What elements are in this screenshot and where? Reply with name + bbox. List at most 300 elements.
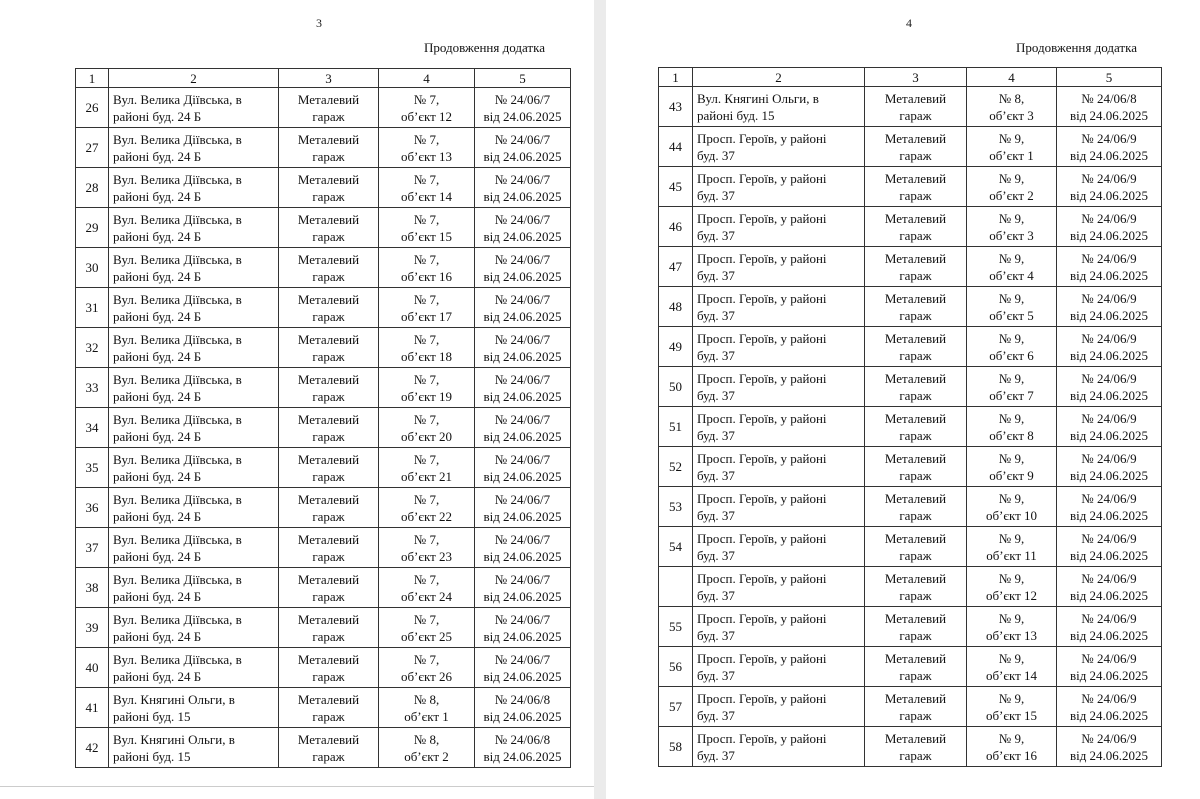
column-header: 2 <box>693 68 865 87</box>
address-cell <box>109 528 279 568</box>
row-number-cell <box>76 648 109 688</box>
document-ref-line: від 24.06.2025 <box>483 268 562 284</box>
document-ref-line: № 24/06/9 <box>1081 170 1137 186</box>
object-number-line: № 7, <box>413 411 440 427</box>
address-line: буд. 37 <box>697 587 735 603</box>
document-ref-cell <box>1057 487 1162 527</box>
object-number-line: № 9, <box>998 490 1025 506</box>
document-ref-line: від 24.06.2025 <box>1069 507 1149 523</box>
address-cell <box>693 487 865 527</box>
table-right <box>658 67 1162 767</box>
address-line: районі буд. 24 Б <box>113 508 202 524</box>
address-line: Вул. Княгині Ольги, в <box>113 691 235 707</box>
document-ref-line: № 24/06/7 <box>494 91 551 107</box>
object-type-line: Металевий <box>297 611 360 627</box>
object-number-cell <box>967 447 1057 487</box>
document-ref-line: № 24/06/9 <box>1081 250 1137 266</box>
document-page-left <box>0 0 594 799</box>
column-header: 4 <box>379 69 475 88</box>
address-line: районі буд. 15 <box>113 748 191 764</box>
object-number-line: об’єкт 3 <box>989 107 1034 123</box>
row-number-cell <box>659 287 693 327</box>
row-number: 50 <box>669 379 682 394</box>
row-number: 55 <box>669 619 682 634</box>
document-ref-line: від 24.06.2025 <box>483 308 562 324</box>
row-number-cell <box>659 687 693 727</box>
object-type-line: гараж <box>312 588 345 604</box>
document-ref-cell <box>475 248 571 288</box>
object-number-line: № 9, <box>998 290 1025 306</box>
address-line: Просп. Героїв, у районі <box>697 530 827 546</box>
object-type-line: гараж <box>899 227 932 243</box>
object-type-cell <box>279 488 379 528</box>
object-type-line: гараж <box>312 148 345 164</box>
object-type-line: гараж <box>899 587 932 603</box>
object-type-cell <box>279 728 379 768</box>
object-number-cell <box>379 568 475 608</box>
object-type-line: гараж <box>312 308 345 324</box>
row-number: 52 <box>669 459 682 474</box>
table-row <box>659 647 1162 687</box>
object-number-line: № 7, <box>413 251 440 267</box>
row-number-cell <box>659 87 693 127</box>
object-number-cell <box>967 327 1057 367</box>
document-ref-line: № 24/06/7 <box>494 131 551 147</box>
document-ref-line: від 24.06.2025 <box>1069 467 1149 483</box>
document-ref-line: № 24/06/7 <box>494 651 551 667</box>
object-number-cell <box>967 527 1057 567</box>
object-type-line: гараж <box>312 268 345 284</box>
document-ref-line: № 24/06/9 <box>1081 330 1137 346</box>
address-line: Просп. Героїв, у районі <box>697 250 827 266</box>
page-heading: Продовження додатка <box>424 40 545 55</box>
document-ref-line: № 24/06/9 <box>1081 650 1137 666</box>
document-ref-line: від 24.06.2025 <box>483 588 562 604</box>
object-type-cell <box>279 128 379 168</box>
address-line: районі буд. 24 Б <box>113 668 202 684</box>
page-number: 3 <box>316 16 322 30</box>
object-type-line: Металевий <box>884 650 947 666</box>
object-type-cell <box>865 367 967 407</box>
object-number-line: об’єкт 2 <box>404 748 449 764</box>
row-number-cell <box>659 167 693 207</box>
object-number-cell <box>379 648 475 688</box>
document-ref-line: від 24.06.2025 <box>483 388 562 404</box>
object-number-line: № 9, <box>998 330 1025 346</box>
table-row <box>76 648 571 688</box>
row-number: 57 <box>669 699 682 714</box>
object-number-cell <box>379 488 475 528</box>
address-line: буд. 37 <box>697 347 735 363</box>
object-type-cell <box>865 727 967 767</box>
document-ref-line: від 24.06.2025 <box>483 708 562 724</box>
table-row <box>659 447 1162 487</box>
row-number: 31 <box>85 300 99 315</box>
object-number-line: № 7, <box>413 651 440 667</box>
object-type-line: гараж <box>899 467 932 483</box>
table-row <box>76 128 571 168</box>
address-line: буд. 37 <box>697 427 735 443</box>
object-type-cell <box>865 567 967 607</box>
column-header: 1 <box>659 68 693 87</box>
column-header: 5 <box>475 69 571 88</box>
document-ref-cell <box>475 528 571 568</box>
object-number-line: об’єкт 21 <box>400 468 453 484</box>
object-number-line: об’єкт 2 <box>989 187 1034 203</box>
address-line: буд. 37 <box>697 667 735 683</box>
object-type-line: гараж <box>312 428 345 444</box>
object-type-cell <box>279 248 379 288</box>
document-ref-line: № 24/06/7 <box>494 251 551 267</box>
object-number-line: об’єкт 14 <box>400 188 453 204</box>
address-line: Вул. Велика Діївська, в <box>113 491 242 507</box>
address-cell <box>109 248 279 288</box>
document-ref-line: від 24.06.2025 <box>483 628 562 644</box>
address-cell <box>693 527 865 567</box>
address-cell <box>693 87 865 127</box>
object-number-line: об’єкт 15 <box>985 707 1038 723</box>
document-ref-line: № 24/06/8 <box>494 731 551 747</box>
object-number-cell <box>967 727 1057 767</box>
address-line: буд. 37 <box>697 707 735 723</box>
object-type-line: Металевий <box>884 610 947 626</box>
address-line: буд. 37 <box>697 507 735 523</box>
address-line: районі буд. 24 Б <box>113 468 202 484</box>
object-number-line: об’єкт 16 <box>400 268 453 284</box>
document-ref-cell <box>1057 167 1162 207</box>
object-type-cell <box>865 407 967 447</box>
object-number-line: об’єкт 8 <box>989 427 1034 443</box>
row-number-cell <box>659 487 693 527</box>
address-line: районі буд. 24 Б <box>113 628 202 644</box>
document-ref-cell <box>1057 127 1162 167</box>
table-row <box>659 287 1162 327</box>
table-row <box>76 368 571 408</box>
object-number-line: об’єкт 15 <box>400 228 453 244</box>
row-number: 27 <box>85 140 99 155</box>
address-cell <box>693 727 865 767</box>
row-number-cell <box>659 207 693 247</box>
object-number-line: № 7, <box>413 171 440 187</box>
object-type-line: Металевий <box>297 491 360 507</box>
object-number-line: № 9, <box>998 690 1025 706</box>
document-ref-cell <box>1057 527 1162 567</box>
row-number: 34 <box>85 420 99 435</box>
address-line: районі буд. 24 Б <box>113 108 202 124</box>
address-line: буд. 37 <box>697 467 735 483</box>
address-line: буд. 37 <box>697 627 735 643</box>
object-number-line: об’єкт 12 <box>985 587 1038 603</box>
object-number-cell <box>967 87 1057 127</box>
document-ref-cell <box>475 168 571 208</box>
object-type-cell <box>279 568 379 608</box>
object-type-cell <box>865 327 967 367</box>
object-type-line: гараж <box>899 347 932 363</box>
row-number: 54 <box>669 539 682 554</box>
document-ref-line: № 24/06/7 <box>494 531 551 547</box>
row-number: 46 <box>669 219 682 234</box>
address-line: районі буд. 24 Б <box>113 228 202 244</box>
document-ref-cell <box>1057 687 1162 727</box>
address-cell <box>693 327 865 367</box>
document-ref-cell <box>475 448 571 488</box>
address-line: районі буд. 24 Б <box>113 268 202 284</box>
document-ref-line: від 24.06.2025 <box>1069 627 1149 643</box>
object-number-line: об’єкт 11 <box>986 547 1037 563</box>
object-number-cell <box>379 248 475 288</box>
address-cell <box>693 567 865 607</box>
address-line: районі буд. 24 Б <box>113 188 202 204</box>
object-type-cell <box>865 207 967 247</box>
object-type-line: гараж <box>312 548 345 564</box>
table-row <box>659 167 1162 207</box>
object-number-cell <box>379 728 475 768</box>
object-type-cell <box>865 447 967 487</box>
address-line: районі буд. 24 Б <box>113 588 202 604</box>
object-type-cell <box>865 607 967 647</box>
address-line: Вул. Княгині Ольги, в <box>697 90 819 106</box>
object-type-line: Металевий <box>884 530 947 546</box>
object-number-line: № 8, <box>998 90 1025 106</box>
address-line: районі буд. 24 Б <box>113 548 202 564</box>
document-ref-cell <box>1057 287 1162 327</box>
object-type-line: Металевий <box>884 90 947 106</box>
table-row <box>76 608 571 648</box>
address-cell <box>693 167 865 207</box>
column-header: 3 <box>279 69 379 88</box>
row-number-cell <box>76 208 109 248</box>
table-row <box>76 328 571 368</box>
document-ref-line: № 24/06/7 <box>494 371 551 387</box>
object-number-line: № 9, <box>998 450 1025 466</box>
row-number-cell <box>76 328 109 368</box>
address-line: Вул. Велика Діївська, в <box>113 411 242 427</box>
address-cell <box>109 328 279 368</box>
row-number-cell <box>659 647 693 687</box>
column-header: 3 <box>865 68 967 87</box>
document-ref-line: № 24/06/7 <box>494 411 551 427</box>
row-number: 29 <box>85 220 99 235</box>
row-number: 44 <box>669 139 682 154</box>
object-type-cell <box>865 87 967 127</box>
page-divider <box>0 786 594 787</box>
object-number-line: № 9, <box>998 410 1025 426</box>
document-ref-line: від 24.06.2025 <box>1069 107 1149 123</box>
document-ref-line: від 24.06.2025 <box>483 668 562 684</box>
address-line: Просп. Героїв, у районі <box>697 650 827 666</box>
document-ref-line: від 24.06.2025 <box>483 188 562 204</box>
object-number-line: № 9, <box>998 610 1025 626</box>
table-row <box>76 208 571 248</box>
address-line: Вул. Велика Діївська, в <box>113 131 242 147</box>
object-type-cell <box>279 208 379 248</box>
object-number-cell <box>967 567 1057 607</box>
object-number-cell <box>379 168 475 208</box>
row-number: 38 <box>85 580 99 595</box>
row-number-cell <box>76 368 109 408</box>
row-number-cell <box>659 367 693 407</box>
document-ref-line: від 24.06.2025 <box>1069 387 1149 403</box>
document-ref-line: від 24.06.2025 <box>1069 347 1149 363</box>
document-ref-cell <box>1057 407 1162 447</box>
document-ref-line: № 24/06/7 <box>494 611 551 627</box>
table-row <box>76 288 571 328</box>
object-number-cell <box>379 208 475 248</box>
object-number-line: об’єкт 14 <box>985 667 1038 683</box>
document-ref-line: від 24.06.2025 <box>1069 667 1149 683</box>
address-line: Вул. Велика Діївська, в <box>113 211 242 227</box>
object-number-line: № 7, <box>413 91 440 107</box>
row-number-cell <box>76 288 109 328</box>
object-number-line: об’єкт 18 <box>400 348 453 364</box>
table-header-row <box>659 68 1162 87</box>
row-number: 33 <box>85 380 99 395</box>
object-type-line: гараж <box>312 108 345 124</box>
object-number-line: об’єкт 24 <box>400 588 453 604</box>
object-type-line: Металевий <box>884 490 947 506</box>
address-cell <box>109 168 279 208</box>
address-line: Просп. Героїв, у районі <box>697 370 827 386</box>
object-number-line: № 8, <box>413 731 440 747</box>
object-number-line: № 9, <box>998 650 1025 666</box>
object-type-line: Металевий <box>884 250 947 266</box>
address-cell <box>693 127 865 167</box>
table-row <box>659 567 1162 607</box>
address-line: Вул. Велика Діївська, в <box>113 291 242 307</box>
address-line: Просп. Героїв, у районі <box>697 730 827 746</box>
address-cell <box>109 288 279 328</box>
table-row <box>659 487 1162 527</box>
object-number-line: № 7, <box>413 451 440 467</box>
document-page-right <box>606 0 1200 799</box>
object-number-line: № 9, <box>998 250 1025 266</box>
document-ref-line: від 24.06.2025 <box>483 748 562 764</box>
object-type-line: гараж <box>312 708 345 724</box>
object-type-cell <box>279 288 379 328</box>
address-cell <box>693 247 865 287</box>
object-number-line: об’єкт 26 <box>400 668 453 684</box>
row-number: 26 <box>85 100 99 115</box>
object-number-line: об’єкт 13 <box>985 627 1038 643</box>
table-row <box>659 247 1162 287</box>
object-number-cell <box>379 688 475 728</box>
object-type-cell <box>279 168 379 208</box>
address-line: Вул. Велика Діївська, в <box>113 371 242 387</box>
object-type-line: гараж <box>899 387 932 403</box>
object-type-line: гараж <box>899 707 932 723</box>
table-row <box>659 327 1162 367</box>
row-number-cell <box>76 448 109 488</box>
object-number-line: № 7, <box>413 571 440 587</box>
address-line: буд. 37 <box>697 227 735 243</box>
document-ref-line: № 24/06/9 <box>1081 530 1137 546</box>
object-number-line: об’єкт 19 <box>400 388 453 404</box>
document-ref-line: № 24/06/9 <box>1081 490 1137 506</box>
object-number-line: № 9, <box>998 530 1025 546</box>
document-ref-cell <box>1057 87 1162 127</box>
object-type-cell <box>865 687 967 727</box>
object-type-line: Металевий <box>297 731 360 747</box>
address-line: районі буд. 24 Б <box>113 348 202 364</box>
object-type-cell <box>279 608 379 648</box>
object-number-line: № 9, <box>998 130 1025 146</box>
document-ref-cell <box>1057 207 1162 247</box>
object-number-line: об’єкт 25 <box>400 628 453 644</box>
address-cell <box>109 648 279 688</box>
object-type-line: Металевий <box>884 570 947 586</box>
document-ref-cell <box>475 568 571 608</box>
table-row <box>76 168 571 208</box>
object-type-cell <box>865 127 967 167</box>
table-row <box>659 527 1162 567</box>
object-number-line: об’єкт 13 <box>400 148 453 164</box>
object-type-line: гараж <box>312 348 345 364</box>
object-type-line: гараж <box>899 307 932 323</box>
object-type-cell <box>279 408 379 448</box>
document-ref-line: від 24.06.2025 <box>1069 147 1149 163</box>
object-number-line: № 7, <box>413 131 440 147</box>
object-type-cell <box>279 688 379 728</box>
address-cell <box>693 687 865 727</box>
document-ref-line: № 24/06/7 <box>494 171 551 187</box>
address-line: Вул. Велика Діївська, в <box>113 651 242 667</box>
address-line: буд. 37 <box>697 187 735 203</box>
object-type-line: Металевий <box>297 91 360 107</box>
address-line: Просп. Героїв, у районі <box>697 170 827 186</box>
object-number-cell <box>967 487 1057 527</box>
object-type-line: Металевий <box>297 451 360 467</box>
table-row <box>659 727 1162 767</box>
address-cell <box>693 647 865 687</box>
object-number-line: об’єкт 3 <box>989 227 1034 243</box>
document-ref-cell <box>1057 327 1162 367</box>
row-number-cell <box>659 607 693 647</box>
address-line: Просп. Героїв, у районі <box>697 130 827 146</box>
row-number-cell <box>76 528 109 568</box>
object-type-cell <box>279 368 379 408</box>
document-ref-line: № 24/06/9 <box>1081 730 1137 746</box>
address-line: Вул. Велика Діївська, в <box>113 571 242 587</box>
document-ref-cell <box>1057 447 1162 487</box>
object-number-cell <box>967 647 1057 687</box>
row-number-cell <box>76 568 109 608</box>
object-type-line: Металевий <box>884 690 947 706</box>
object-type-line: Металевий <box>884 290 947 306</box>
table-row <box>659 127 1162 167</box>
document-ref-cell <box>1057 567 1162 607</box>
object-number-cell <box>379 528 475 568</box>
document-ref-line: від 24.06.2025 <box>1069 707 1149 723</box>
column-header: 4 <box>967 68 1057 87</box>
address-cell <box>693 287 865 327</box>
document-ref-line: № 24/06/9 <box>1081 370 1137 386</box>
document-ref-cell <box>1057 727 1162 767</box>
address-cell <box>109 408 279 448</box>
document-ref-cell <box>475 688 571 728</box>
document-ref-line: № 24/06/7 <box>494 211 551 227</box>
object-type-line: гараж <box>312 388 345 404</box>
object-number-line: об’єкт 4 <box>989 267 1034 283</box>
table-row <box>76 448 571 488</box>
document-ref-line: № 24/06/9 <box>1081 210 1137 226</box>
object-number-cell <box>967 407 1057 447</box>
object-type-cell <box>279 448 379 488</box>
object-type-line: Металевий <box>297 411 360 427</box>
document-ref-line: від 24.06.2025 <box>483 468 562 484</box>
table-row <box>659 367 1162 407</box>
object-type-line: Металевий <box>884 210 947 226</box>
address-line: Просп. Героїв, у районі <box>697 570 827 586</box>
